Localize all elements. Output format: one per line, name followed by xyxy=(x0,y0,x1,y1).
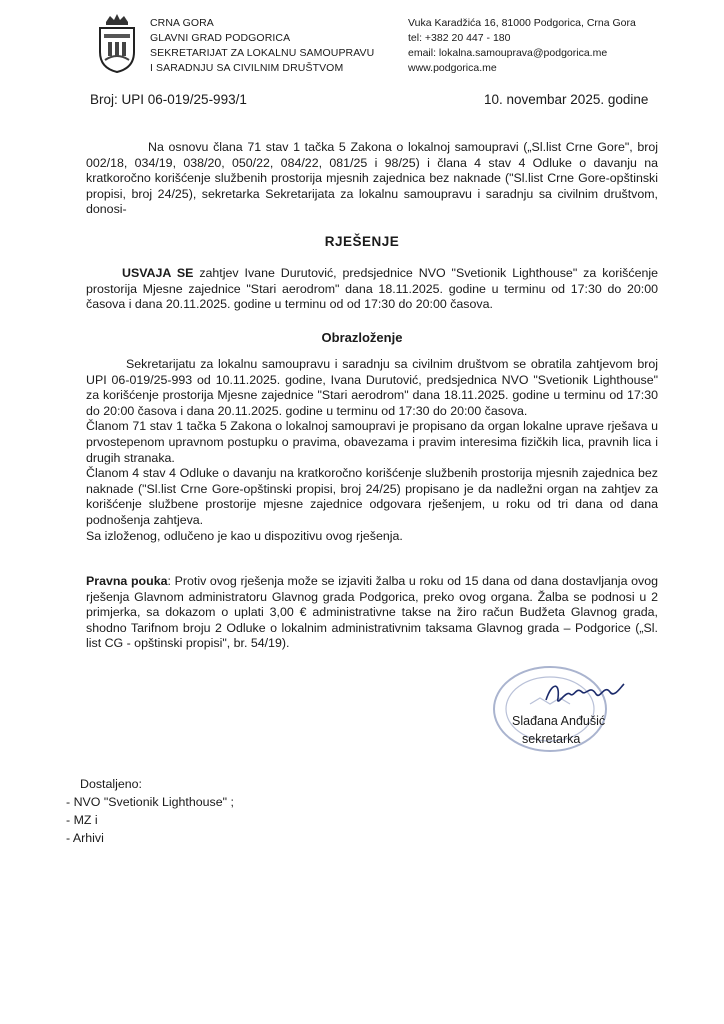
delivery-title: Dostaljeno: xyxy=(80,777,142,791)
contact-phone: tel: +382 20 447 - 180 xyxy=(408,32,511,44)
handwritten-signature-icon xyxy=(540,676,630,712)
signer-role: sekretarka xyxy=(522,732,581,746)
contact-email: email: lokalna.samouprava@podgorica.me xyxy=(408,47,608,59)
legal-remedy-text: : Protiv ovog rješenja može se izjaviti žalba u roku od 15 dana od dana dostavljanja ovog rješenja Glavnom administratoru Glavnog grada Podgorica, preko ovog organa. Žalba se podnosi u 2 primjerka, sa dokazom o uplati 3,00 € administrativne takse na žiro račun Budžeta Glavnog grada, shodno Tarifnom broju 2 Odluke o lokalnim administrativnim taksama Glavnog grada – Podgorice („Sl. list CG - opštinski propisi", br. 54/19). xyxy=(86,574,658,651)
delivery-item: - MZ i xyxy=(66,813,98,827)
reasoning-paragraph: Sa izloženog, odlučeno je kao u dispozitivu ovog rješenja. xyxy=(86,528,403,543)
coat-of-arms-icon xyxy=(96,12,138,74)
reasoning-paragraph: Sekretarijatu za lokalnu samoupravu i saradnju sa civilnim društvom se obratila zahtjevom broj UPI 06-019/25-993 od 10.11.2025. godine, Ivana Durutović, predsjednica NVO "Svetionik Lighthouse" za korišćenje prostorija Mjesne zajednice "Stari aerodrom" dana 18.11.2025. godine u terminu od 17:30 do 20:00 časova i dana 20.11.2025. godine u terminu od 17:30 do 20:00 časova. xyxy=(86,357,658,418)
decision-lead: USVAJA SE xyxy=(122,266,194,280)
org-line-1: CRNA GORA xyxy=(150,17,214,29)
document-date: 10. novembar 2025. godine xyxy=(484,92,649,107)
reasoning-heading: Obrazloženje xyxy=(321,330,403,345)
org-line-2: GLAVNI GRAD PODGORICA xyxy=(150,32,291,44)
contact-block xyxy=(408,16,636,76)
delivery-list xyxy=(66,775,234,847)
legal-remedy-paragraph xyxy=(86,574,658,652)
org-line-4: I SARADNJU SA CIVILNIM DRUŠTVOM xyxy=(150,62,344,74)
decision-heading: RJEŠENJE xyxy=(324,234,400,249)
contact-website: www.podgorica.me xyxy=(408,62,497,74)
signer-name: Slađana Anđušić xyxy=(512,714,606,728)
decision-text: zahtjev Ivane Durutović, predsjednice NVO "Svetionik Lighthouse" za korišćenje prostorija Mjesne zajednice "Stari aerodrom" dana 18.11.2025. godine u terminu od 17:30 do 20:00 časova i dana 20.11.2025. godine u terminu od od 17:30 do 20:00 časova. xyxy=(86,266,658,312)
contact-address: Vuka Karadžića 16, 81000 Podgorica, Crna Gora xyxy=(408,17,636,29)
delivery-item: - NVO "Svetionik Lighthouse" ; xyxy=(66,795,234,809)
organization-block xyxy=(150,16,374,76)
document-number: Broj: UPI 06-019/25-993/1 xyxy=(90,92,247,107)
reasoning-section xyxy=(86,357,658,544)
reasoning-paragraph: Članom 71 stav 1 tačka 5 Zakona o lokalnoj samoupravi je propisano da organ lokalne uprave rješava u prvostepenom upravnom postupku o pravima, obavezama i pravim interesima fizičkih lica, pravnih lica i drugih stranaka. xyxy=(86,419,658,465)
delivery-item: - Arhivi xyxy=(66,831,104,845)
signer-block xyxy=(512,712,605,748)
reasoning-paragraph: Članom 4 stav 4 Odluke o davanju na kratkoročno korišćenje službenih prostorija mjesnih zajednica bez naknade ("Sl.list Crne Gore-opštinski propisi, broj 24/25) propisano je da nadležni organ na zahtjev za korišćenje službene prostorije mjesne zajednice odgovara rješenjem, u roku od tri dana od dana podnošenja zahtjeva. xyxy=(86,466,658,527)
legal-remedy-lead: Pravna pouka xyxy=(86,574,168,588)
decision-paragraph xyxy=(86,266,658,313)
intro-paragraph: Na osnovu člana 71 stav 1 tačka 5 Zakona o lokalnoj samoupravi („Sl.list Crne Gore", broj 002/18, 034/19, 038/20, 050/22, 084/22, 081/25 i 98/25) i člana 4 stav 4 Odluke o davanju na kratkoročno korišćenje službenih prostorija mjesnih zajednica bez naknade ("Sl.list Crne Gore-opštinski propisi, broj 24/25), sekretarka Sekretarijata za lokalnu samoupravu i saradnju sa civilnim društvom, donosi- xyxy=(86,140,658,217)
org-line-3: SEKRETARIJAT ZA LOKALNU SAMOUPRAVU xyxy=(150,47,375,59)
